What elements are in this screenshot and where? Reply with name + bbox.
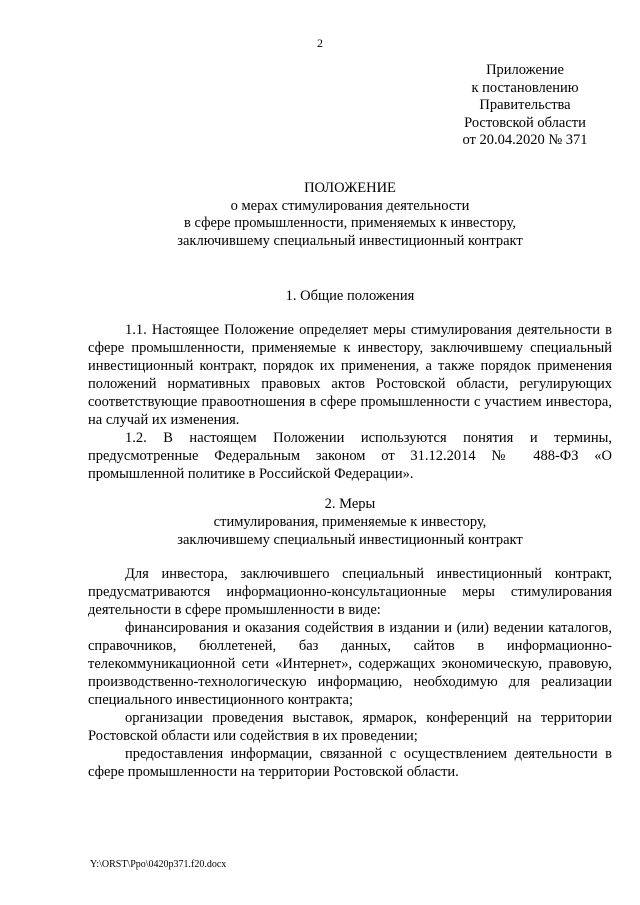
annex-line: Правительства: [479, 97, 571, 113]
section1-body: [88, 321, 612, 483]
paragraph-2-item: предоставления информации, связанной с осуществлением деятельности в сфере промышленности на территории Ростовской области.: [88, 746, 612, 780]
section1-heading: [88, 287, 612, 305]
section2-heading-line: 2. Меры: [324, 496, 376, 512]
title-line: в сфере промышленности, применяемых к инвестору,: [184, 215, 516, 231]
paragraph-2-item: финансирования и оказания содействия в издании и (или) ведении каталогов, справочников, бюллетеней, баз данных, сайтов в информационно-телекоммуникационной сети «Интернет», содержащих экономическую, правовую, производственно-технологическую информацию, необходимую для реализации специального инвестиционного контракта;: [88, 620, 612, 708]
annex-block: [440, 62, 610, 150]
annex-line: от 20.04.2020 № 371: [462, 132, 588, 148]
annex-line: к постановлению: [471, 79, 579, 96]
document-title: [88, 180, 612, 250]
paragraph-1-2: 1.2. В настоящем Положении используются понятия и термины, предусмотренные Федеральным законом от 31.12.2014 № 488-ФЗ «О промышленной политике в Российской Федерации».: [88, 430, 612, 482]
paragraph-2-item: организации проведения выставок, ярмарок, конференций на территории Ростовской области или содействия в их проведении;: [88, 710, 612, 744]
title-line: заключившему специальный инвестиционный контракт: [177, 232, 523, 249]
section1-heading-text: 1. Общие положения: [285, 288, 415, 304]
section2-heading-line: стимулирования, применяемые к инвестору,: [213, 514, 487, 530]
paragraph-2-intro: Для инвестора, заключившего специальный инвестиционный контракт, предусматриваются информационно-консультационные меры стимулирования деятельности в сфере промышленности в виде:: [88, 566, 612, 618]
section2-heading: [88, 495, 612, 549]
title-line: о мерах стимулирования деятельности: [230, 197, 470, 214]
paragraph-1-1: 1.1. Настоящее Положение определяет меры стимулирования деятельности в сфере промышленности, применяемые к инвестору, заключившему специальный инвестиционный контракт, порядок их применения, а также порядок применения положений нормативных правовых актов Ростовской области, регулирующих соответствующие правоотношения в сфере промышленности с участием инвестора, на случай их изменения.: [88, 322, 612, 428]
annex-line: Приложение: [486, 62, 564, 78]
section2-body: [88, 565, 612, 781]
page-number: 2: [317, 36, 323, 50]
section2-heading-line: заключившему специальный инвестиционный контракт: [177, 532, 523, 548]
footer-file-path: Y:\ORST\Ppo\0420p371.f20.docx: [90, 859, 227, 870]
annex-line: Ростовской области: [464, 114, 586, 131]
title-heading: ПОЛОЖЕНИЕ: [304, 180, 396, 196]
